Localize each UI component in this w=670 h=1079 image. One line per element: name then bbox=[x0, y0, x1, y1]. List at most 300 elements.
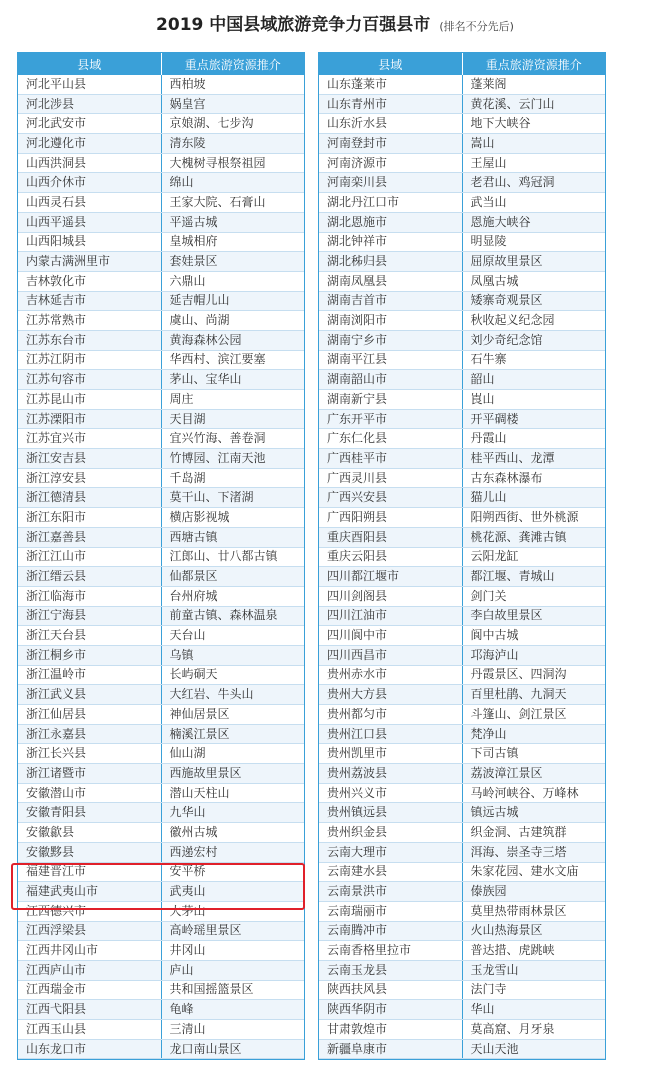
resource-cell: 李白故里景区 bbox=[462, 606, 605, 626]
table-row bbox=[18, 311, 304, 331]
county-cell: 浙江东阳市 bbox=[18, 508, 161, 528]
resource-cell: 矮寨奇观景区 bbox=[462, 291, 605, 311]
table-body-left bbox=[18, 75, 304, 1059]
county-cell: 湖北恩施市 bbox=[319, 212, 462, 232]
resource-cell: 井冈山 bbox=[161, 941, 304, 961]
county-cell: 湖南凤凰县 bbox=[319, 271, 462, 291]
county-cell: 甘肃敦煌市 bbox=[319, 1020, 462, 1040]
resource-cell: 台州府城 bbox=[161, 586, 304, 606]
resource-cell: 竹博园、江南天池 bbox=[161, 449, 304, 469]
county-cell: 山东沂水县 bbox=[319, 114, 462, 134]
county-cell: 广西桂平市 bbox=[319, 449, 462, 469]
resource-cell: 横店影视城 bbox=[161, 508, 304, 528]
resource-cell: 剑门关 bbox=[462, 586, 605, 606]
table-row bbox=[319, 823, 605, 843]
county-cell: 浙江宁海县 bbox=[18, 606, 161, 626]
table-row bbox=[319, 153, 605, 173]
table-row bbox=[18, 75, 304, 94]
county-cell: 山西洪洞县 bbox=[18, 153, 161, 173]
county-cell: 山西灵石县 bbox=[18, 193, 161, 213]
resource-cell: 神仙居景区 bbox=[161, 705, 304, 725]
table-row bbox=[319, 232, 605, 252]
resource-cell: 都江堰、青城山 bbox=[462, 567, 605, 587]
county-cell: 江西德兴市 bbox=[18, 901, 161, 921]
table-row bbox=[319, 350, 605, 370]
county-cell: 江西瑞金市 bbox=[18, 980, 161, 1000]
resource-cell: 延吉帽儿山 bbox=[161, 291, 304, 311]
county-cell: 江苏溧阳市 bbox=[18, 409, 161, 429]
county-cell: 安徽青阳县 bbox=[18, 803, 161, 823]
table-row bbox=[319, 665, 605, 685]
table-row bbox=[18, 429, 304, 449]
county-cell: 浙江安吉县 bbox=[18, 449, 161, 469]
table-row bbox=[18, 153, 304, 173]
table-row bbox=[319, 901, 605, 921]
table-row bbox=[319, 527, 605, 547]
ranking-table-right bbox=[318, 52, 606, 1060]
resource-cell: 梵净山 bbox=[462, 724, 605, 744]
table-row bbox=[18, 291, 304, 311]
resource-cell: 潜山天柱山 bbox=[161, 783, 304, 803]
county-cell: 贵州织金县 bbox=[319, 823, 462, 843]
table-row bbox=[319, 370, 605, 390]
county-cell: 四川西昌市 bbox=[319, 645, 462, 665]
table-row bbox=[18, 980, 304, 1000]
county-cell: 江苏东台市 bbox=[18, 330, 161, 350]
resource-cell: 安平桥 bbox=[161, 862, 304, 882]
table-row bbox=[18, 783, 304, 803]
table-row bbox=[319, 1039, 605, 1059]
table-header-row bbox=[319, 53, 605, 75]
county-cell: 重庆酉阳县 bbox=[319, 527, 462, 547]
county-cell: 云南玉龙县 bbox=[319, 960, 462, 980]
table-row bbox=[18, 744, 304, 764]
county-cell: 浙江武义县 bbox=[18, 685, 161, 705]
table-row bbox=[18, 114, 304, 134]
resource-cell: 龙口南山景区 bbox=[161, 1039, 304, 1059]
resource-cell: 猫儿山 bbox=[462, 488, 605, 508]
table-row bbox=[319, 960, 605, 980]
county-cell: 江西井冈山市 bbox=[18, 941, 161, 961]
resource-cell: 老君山、鸡冠洞 bbox=[462, 173, 605, 193]
table-row bbox=[319, 921, 605, 941]
resource-cell: 西塘古镇 bbox=[161, 527, 304, 547]
county-cell: 云南景洪市 bbox=[319, 882, 462, 902]
column-header-county: 县域 bbox=[18, 53, 161, 75]
resource-cell: 西递宏村 bbox=[161, 842, 304, 862]
table-row bbox=[18, 370, 304, 390]
resource-cell: 蓬莱阁 bbox=[462, 75, 605, 94]
resource-cell: 徽州古城 bbox=[161, 823, 304, 843]
county-cell: 新疆阜康市 bbox=[319, 1039, 462, 1059]
column-header-resource: 重点旅游资源推介 bbox=[462, 53, 605, 75]
county-cell: 广东仁化县 bbox=[319, 429, 462, 449]
county-cell: 湖南吉首市 bbox=[319, 291, 462, 311]
table-row bbox=[18, 488, 304, 508]
resource-cell: 王家大院、石膏山 bbox=[161, 193, 304, 213]
table-row bbox=[319, 75, 605, 94]
county-cell: 贵州江口县 bbox=[319, 724, 462, 744]
resource-cell: 千岛湖 bbox=[161, 468, 304, 488]
table-row bbox=[319, 449, 605, 469]
resource-cell: 庐山 bbox=[161, 960, 304, 980]
resource-cell: 刘少奇纪念馆 bbox=[462, 330, 605, 350]
table-row bbox=[18, 803, 304, 823]
table-row bbox=[18, 1000, 304, 1020]
county-cell: 浙江缙云县 bbox=[18, 567, 161, 587]
table-row bbox=[18, 724, 304, 744]
resource-cell: 开平碉楼 bbox=[462, 409, 605, 429]
table-row bbox=[18, 330, 304, 350]
county-cell: 湖南新宁县 bbox=[319, 390, 462, 410]
county-cell: 河南栾川县 bbox=[319, 173, 462, 193]
resource-cell: 黄花溪、云门山 bbox=[462, 94, 605, 114]
table-row bbox=[319, 429, 605, 449]
table-row bbox=[319, 705, 605, 725]
county-cell: 河北涉县 bbox=[18, 94, 161, 114]
table-row bbox=[319, 547, 605, 567]
table-row bbox=[18, 960, 304, 980]
table-row bbox=[18, 645, 304, 665]
table-row bbox=[319, 606, 605, 626]
county-cell: 陕西扶风县 bbox=[319, 980, 462, 1000]
county-cell: 陕西华阴市 bbox=[319, 1000, 462, 1020]
table-row bbox=[18, 468, 304, 488]
resource-cell: 丹霞山 bbox=[462, 429, 605, 449]
table-row bbox=[319, 862, 605, 882]
county-cell: 江苏昆山市 bbox=[18, 390, 161, 410]
table-row bbox=[18, 1039, 304, 1059]
resource-cell: 前童古镇、森林温泉 bbox=[161, 606, 304, 626]
county-cell: 浙江仙居县 bbox=[18, 705, 161, 725]
county-cell: 河北武安市 bbox=[18, 114, 161, 134]
resource-cell: 武当山 bbox=[462, 193, 605, 213]
county-cell: 湖北丹江口市 bbox=[319, 193, 462, 213]
resource-cell: 古东森林瀑布 bbox=[462, 468, 605, 488]
table-row bbox=[319, 311, 605, 331]
table-row bbox=[18, 449, 304, 469]
table-row bbox=[18, 941, 304, 961]
resource-cell: 明显陵 bbox=[462, 232, 605, 252]
county-cell: 江苏常熟市 bbox=[18, 311, 161, 331]
resource-cell: 织金洞、古建筑群 bbox=[462, 823, 605, 843]
table-row bbox=[319, 193, 605, 213]
county-cell: 安徽潜山市 bbox=[18, 783, 161, 803]
resource-cell: 平遥古城 bbox=[161, 212, 304, 232]
column-header-county: 县域 bbox=[319, 53, 462, 75]
resource-cell: 地下大峡谷 bbox=[462, 114, 605, 134]
county-cell: 四川剑阁县 bbox=[319, 586, 462, 606]
resource-cell: 清东陵 bbox=[161, 134, 304, 154]
resource-cell: 天山天池 bbox=[462, 1039, 605, 1059]
table-row bbox=[319, 291, 605, 311]
table-row bbox=[18, 94, 304, 114]
county-cell: 吉林延吉市 bbox=[18, 291, 161, 311]
resource-cell: 韶山 bbox=[462, 370, 605, 390]
table-row bbox=[319, 626, 605, 646]
county-cell: 广东开平市 bbox=[319, 409, 462, 429]
resource-cell: 京娘湖、七步沟 bbox=[161, 114, 304, 134]
county-cell: 吉林敦化市 bbox=[18, 271, 161, 291]
table-header-row bbox=[18, 53, 304, 75]
resource-cell: 莫干山、下渚湖 bbox=[161, 488, 304, 508]
resource-cell: 绵山 bbox=[161, 173, 304, 193]
county-cell: 湖南平江县 bbox=[319, 350, 462, 370]
resource-cell: 九华山 bbox=[161, 803, 304, 823]
table-row bbox=[18, 350, 304, 370]
county-cell: 河北遵化市 bbox=[18, 134, 161, 154]
resource-cell: 共和国摇篮景区 bbox=[161, 980, 304, 1000]
resource-cell: 云阳龙缸 bbox=[462, 547, 605, 567]
resource-cell: 崀山 bbox=[462, 390, 605, 410]
county-cell: 浙江江山市 bbox=[18, 547, 161, 567]
county-cell: 贵州都匀市 bbox=[319, 705, 462, 725]
table-row bbox=[18, 134, 304, 154]
county-cell: 山东蓬莱市 bbox=[319, 75, 462, 94]
county-cell: 江苏江阴市 bbox=[18, 350, 161, 370]
resource-cell: 乌镇 bbox=[161, 645, 304, 665]
resource-cell: 莫高窟、月牙泉 bbox=[462, 1020, 605, 1040]
county-cell: 四川阆中市 bbox=[319, 626, 462, 646]
resource-cell: 荔波漳江景区 bbox=[462, 764, 605, 784]
county-cell: 浙江诸暨市 bbox=[18, 764, 161, 784]
county-cell: 江苏句容市 bbox=[18, 370, 161, 390]
county-cell: 内蒙古满洲里市 bbox=[18, 252, 161, 272]
table-row bbox=[319, 567, 605, 587]
table-row bbox=[319, 114, 605, 134]
table-row bbox=[18, 508, 304, 528]
table-row bbox=[18, 665, 304, 685]
page-title bbox=[0, 10, 670, 35]
resource-cell: 嵩山 bbox=[462, 134, 605, 154]
table-row bbox=[319, 803, 605, 823]
county-cell: 云南建水县 bbox=[319, 862, 462, 882]
county-cell: 福建武夷山市 bbox=[18, 882, 161, 902]
table-row bbox=[18, 842, 304, 862]
resource-cell: 楠溪江景区 bbox=[161, 724, 304, 744]
table-row bbox=[319, 882, 605, 902]
county-cell: 湖南浏阳市 bbox=[319, 311, 462, 331]
county-cell: 福建晋江市 bbox=[18, 862, 161, 882]
resource-cell: 玉龙雪山 bbox=[462, 960, 605, 980]
resource-cell: 天台山 bbox=[161, 626, 304, 646]
resource-cell: 下司古镇 bbox=[462, 744, 605, 764]
table-row bbox=[18, 212, 304, 232]
table-row bbox=[319, 252, 605, 272]
resource-cell: 三清山 bbox=[161, 1020, 304, 1040]
title-note: (排名不分先后) bbox=[439, 20, 514, 33]
table-row bbox=[319, 390, 605, 410]
table-row bbox=[18, 390, 304, 410]
resource-cell: 黄海森林公园 bbox=[161, 330, 304, 350]
table-row bbox=[319, 783, 605, 803]
table-row bbox=[319, 134, 605, 154]
county-cell: 重庆云阳县 bbox=[319, 547, 462, 567]
resource-cell: 天目湖 bbox=[161, 409, 304, 429]
resource-cell: 秋收起义纪念园 bbox=[462, 311, 605, 331]
county-cell: 浙江天台县 bbox=[18, 626, 161, 646]
county-cell: 安徽歙县 bbox=[18, 823, 161, 843]
county-cell: 云南瑞丽市 bbox=[319, 901, 462, 921]
county-cell: 江西玉山县 bbox=[18, 1020, 161, 1040]
county-cell: 山西阳城县 bbox=[18, 232, 161, 252]
resource-cell: 马岭河峡谷、万峰林 bbox=[462, 783, 605, 803]
table-row bbox=[319, 586, 605, 606]
county-cell: 江西庐山市 bbox=[18, 960, 161, 980]
resource-cell: 江郎山、廿八都古镇 bbox=[161, 547, 304, 567]
table-row bbox=[18, 606, 304, 626]
resource-cell: 阆中古城 bbox=[462, 626, 605, 646]
county-cell: 浙江淳安县 bbox=[18, 468, 161, 488]
county-cell: 浙江永嘉县 bbox=[18, 724, 161, 744]
resource-cell: 西柏坡 bbox=[161, 75, 304, 94]
county-cell: 浙江温岭市 bbox=[18, 665, 161, 685]
table-row bbox=[18, 567, 304, 587]
resource-cell: 镇远古城 bbox=[462, 803, 605, 823]
highlight-box-fujian bbox=[11, 863, 305, 910]
county-cell: 河北平山县 bbox=[18, 75, 161, 94]
county-cell: 贵州大方县 bbox=[319, 685, 462, 705]
table-row bbox=[18, 705, 304, 725]
county-cell: 云南香格里拉市 bbox=[319, 941, 462, 961]
table-row bbox=[18, 547, 304, 567]
table-row bbox=[18, 626, 304, 646]
resource-cell: 邛海泸山 bbox=[462, 645, 605, 665]
resource-cell: 屈原故里景区 bbox=[462, 252, 605, 272]
resource-cell: 虞山、尚湖 bbox=[161, 311, 304, 331]
table-row bbox=[18, 1020, 304, 1040]
resource-cell: 娲皇宫 bbox=[161, 94, 304, 114]
table-row bbox=[319, 764, 605, 784]
table-row bbox=[18, 823, 304, 843]
county-cell: 湖北钟祥市 bbox=[319, 232, 462, 252]
table-row bbox=[319, 271, 605, 291]
county-cell: 云南腾冲市 bbox=[319, 921, 462, 941]
resource-cell: 高岭瑶里景区 bbox=[161, 921, 304, 941]
table-row bbox=[319, 173, 605, 193]
table-row bbox=[319, 94, 605, 114]
resource-cell: 茅山、宝华山 bbox=[161, 370, 304, 390]
table-row bbox=[319, 488, 605, 508]
resource-cell: 莫里热带雨林景区 bbox=[462, 901, 605, 921]
resource-cell: 石牛寨 bbox=[462, 350, 605, 370]
table-row bbox=[18, 252, 304, 272]
resource-cell: 仙山湖 bbox=[161, 744, 304, 764]
county-cell: 广西阳朔县 bbox=[319, 508, 462, 528]
county-cell: 河南济源市 bbox=[319, 153, 462, 173]
resource-cell: 仙都景区 bbox=[161, 567, 304, 587]
resource-cell: 大茅山 bbox=[161, 901, 304, 921]
resource-cell: 大红岩、牛头山 bbox=[161, 685, 304, 705]
county-cell: 贵州赤水市 bbox=[319, 665, 462, 685]
resource-cell: 宜兴竹海、善卷洞 bbox=[161, 429, 304, 449]
resource-cell: 西施故里景区 bbox=[161, 764, 304, 784]
county-cell: 浙江桐乡市 bbox=[18, 645, 161, 665]
resource-cell: 华西村、滨江要塞 bbox=[161, 350, 304, 370]
county-cell: 浙江临海市 bbox=[18, 586, 161, 606]
county-cell: 河南登封市 bbox=[319, 134, 462, 154]
county-cell: 湖南宁乡市 bbox=[319, 330, 462, 350]
resource-cell: 丹霞景区、四洞沟 bbox=[462, 665, 605, 685]
table-row bbox=[18, 232, 304, 252]
resource-cell: 斗篷山、剑江景区 bbox=[462, 705, 605, 725]
resource-cell: 大槐树寻根祭祖园 bbox=[161, 153, 304, 173]
county-cell: 山东青州市 bbox=[319, 94, 462, 114]
table-row bbox=[18, 685, 304, 705]
county-cell: 安徽黟县 bbox=[18, 842, 161, 862]
county-cell: 湖北秭归县 bbox=[319, 252, 462, 272]
county-cell: 浙江嘉善县 bbox=[18, 527, 161, 547]
county-cell: 山西介休市 bbox=[18, 173, 161, 193]
county-cell: 云南大理市 bbox=[319, 842, 462, 862]
county-cell: 山西平遥县 bbox=[18, 212, 161, 232]
table-row bbox=[319, 212, 605, 232]
county-cell: 贵州兴义市 bbox=[319, 783, 462, 803]
table-row bbox=[319, 842, 605, 862]
resource-cell: 桂平西山、龙潭 bbox=[462, 449, 605, 469]
county-cell: 江苏宜兴市 bbox=[18, 429, 161, 449]
table-row bbox=[319, 685, 605, 705]
table-body-right bbox=[319, 75, 605, 1059]
table-row bbox=[319, 468, 605, 488]
resource-cell: 武夷山 bbox=[161, 882, 304, 902]
resource-cell: 六鼎山 bbox=[161, 271, 304, 291]
resource-cell: 傣族园 bbox=[462, 882, 605, 902]
table-row bbox=[18, 527, 304, 547]
resource-cell: 套娃景区 bbox=[161, 252, 304, 272]
table-row bbox=[18, 193, 304, 213]
county-cell: 浙江长兴县 bbox=[18, 744, 161, 764]
resource-cell: 皇城相府 bbox=[161, 232, 304, 252]
county-cell: 广西兴安县 bbox=[319, 488, 462, 508]
table-row bbox=[18, 409, 304, 429]
county-cell: 广西灵川县 bbox=[319, 468, 462, 488]
resource-cell: 王屋山 bbox=[462, 153, 605, 173]
county-cell: 湖南韶山市 bbox=[319, 370, 462, 390]
county-cell: 四川都江堰市 bbox=[319, 567, 462, 587]
table-row bbox=[319, 744, 605, 764]
resource-cell: 阳朔西街、世外桃源 bbox=[462, 508, 605, 528]
county-cell: 浙江德清县 bbox=[18, 488, 161, 508]
county-cell: 贵州镇远县 bbox=[319, 803, 462, 823]
resource-cell: 长屿硐天 bbox=[161, 665, 304, 685]
resource-cell: 恩施大峡谷 bbox=[462, 212, 605, 232]
county-cell: 山东龙口市 bbox=[18, 1039, 161, 1059]
resource-cell: 凤凰古城 bbox=[462, 271, 605, 291]
resource-cell: 百里杜鹃、九洞天 bbox=[462, 685, 605, 705]
title-main: 2019 中国县域旅游竞争力百强县市 bbox=[156, 15, 431, 35]
table-row bbox=[18, 921, 304, 941]
resource-cell: 周庄 bbox=[161, 390, 304, 410]
table-row bbox=[319, 980, 605, 1000]
resource-cell: 法门寺 bbox=[462, 980, 605, 1000]
column-header-resource: 重点旅游资源推介 bbox=[161, 53, 304, 75]
table-row bbox=[319, 645, 605, 665]
county-cell: 贵州荔波县 bbox=[319, 764, 462, 784]
table-row bbox=[319, 330, 605, 350]
resource-cell: 华山 bbox=[462, 1000, 605, 1020]
county-cell: 江西浮梁县 bbox=[18, 921, 161, 941]
table-row bbox=[18, 764, 304, 784]
table-row bbox=[18, 173, 304, 193]
resource-cell: 桃花源、龚滩古镇 bbox=[462, 527, 605, 547]
resource-cell: 龟峰 bbox=[161, 1000, 304, 1020]
resource-cell: 火山热海景区 bbox=[462, 921, 605, 941]
table-row bbox=[319, 508, 605, 528]
county-cell: 四川江油市 bbox=[319, 606, 462, 626]
resource-cell: 普达措、虎跳峡 bbox=[462, 941, 605, 961]
table-row bbox=[319, 941, 605, 961]
